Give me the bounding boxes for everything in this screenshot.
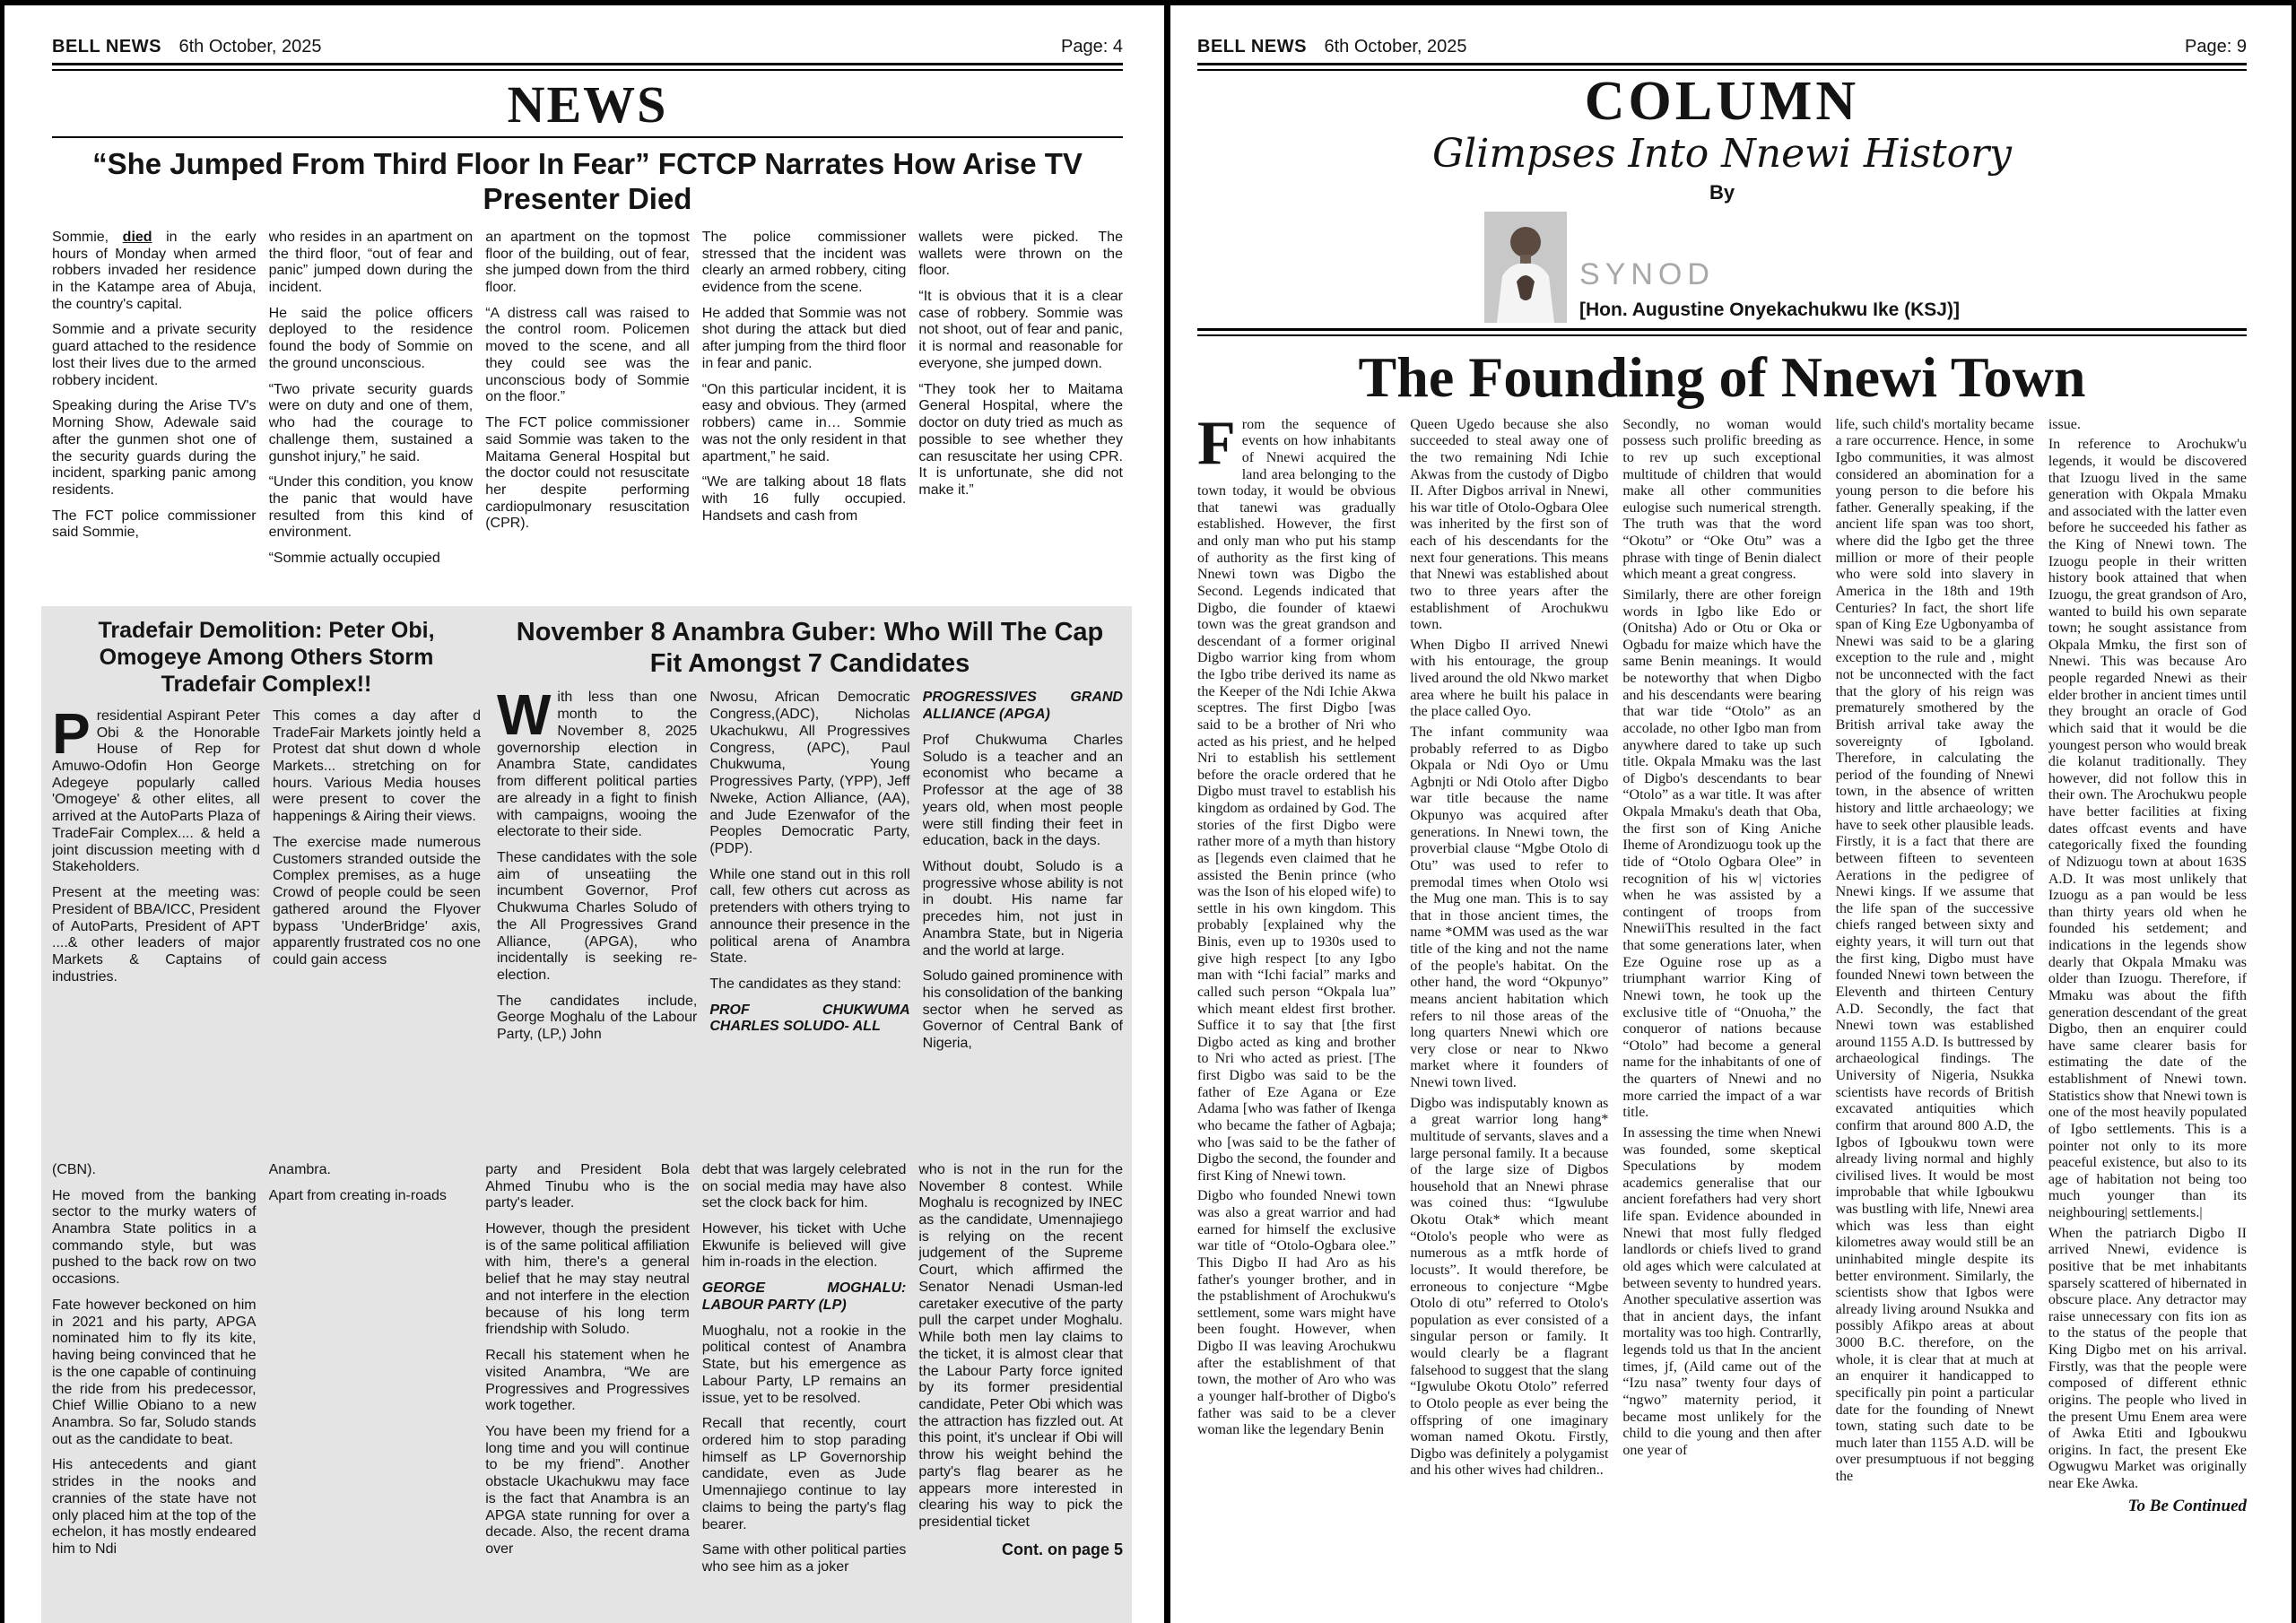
page-number: Page: 4 <box>1061 37 1123 56</box>
paragraph: The infant community waa probably referred to as Digbo Okpala or Ndi Oyo or Umu Agbnjti or Ndi Otolo after Digbo war title because the name Okpunyo was acquired after generations. In Nnewi town, the proverbial clause “Mgbe Otolo di Otu” was used to refer to premodal times when Otolo wsi the Mug one man. This is to say that in those ancient times, the name *OMM was used as the war title of the king and not the name of the people's habitat. On the other hand, the word “Okpunyo” means ancient habitation which refers to nil those areas of the long quarters Nnewi which ore very close or near to Nkwo market where it founders of Nnewi town lived. <box>1410 724 1609 1091</box>
paragraph: Queen Ugedo because she also succeeded to steal away one of the two remaining Ndi Ichie Akwas from the custody of Digbo II. After Digbos arrival in Nnewi, his war title of Otolo-Ogbara Olee was inherited by the first son of each of his descendants for the next four generations. This means that Nnewi was established about two to three years after the establishment of Arochukwu town. <box>1410 416 1609 633</box>
paragraph: “Under this condition, you know the panic that would have resulted from this kind of environment. <box>268 474 474 541</box>
paragraph: From the sequence of events on how inhabitants of Nnewi acquired the land area belonging to the town today, it would be obvious that tanewi was gradually established. However, the first and only man who put his stamp of authority as the first king of Nnewi town was Digbo the Second. Legends indicated that Digbo, die founder of ktaewi town was the great grandson and descendant of a former original Digbo warrior king from whom the Igbo tribe derived its name as the Keeper of the Ndi Ichie Akwa sceptres. The first Digbo [was said to be a brother of Nri who acted as his priest, and he helped Nri to establish his settlement before the oracle ordered that he Digbo must travel to establish his kingdom as ordained by God. The stories of the first Digbo were rather more of a myth than history as [legends even claimed that he assisted the Benin prince (who was the Ison of his eloped wife) to settle in his own kingdom. This probably [explained why the Binis, even up to 1930s used to give high respect [to any Igbo man with “Ichi facial” marks and called such person “Okpala lua” which meant eldest first brother. Suffice it to say that [the first Digbo acted as king and brother to Nri who acted as priest. [The first Digbo was said to be the father of Eze Agana or Eze Adama [who was father of Ikenga who became the father of Agbaja; who [was said to be the father of Digbo the second, the founder and first King of Nnewi town. <box>1197 416 1396 1184</box>
paragraph: In assessing the time when Nnewi was founded, some skeptical Speculations by modem academics generalise that our ancient forefathers had very short life span. Evidence abounded in Nnewi that most fully fledged landlords or chiefs lived to grand old ages which were calculated at between seventy to hundred years. Another speculative assertion was that in ancient days, the infant mortality was too high. Contrarlly, legends told us that In the ancient times, jf, (Aild came out of the “Izu nasa” twenty four days of “ngwo” maternity period, it became most unlikely for the child to die young and then after one year of <box>1622 1124 1822 1458</box>
paragraph: To Be Continued <box>2127 1496 2248 1515</box>
column-article-body <box>1197 417 2247 1623</box>
header-rule <box>1197 63 2247 71</box>
article-column <box>1836 417 2034 1623</box>
article-column <box>52 708 260 1155</box>
paragraph: (CBN). <box>52 1161 96 1177</box>
article-column <box>918 1162 1123 1623</box>
column-subtitle: Glimpses Into Nnewi History <box>1432 131 2012 178</box>
anambra-headline: November 8 Anambra Guber: Who Will The Cap Fit Amongst 7 Candidates <box>516 617 1104 678</box>
paragraph: Speaking during the Arise TV's Morning Show, Adewale said after the gunmen shot one of the security guards during the incident, sparking panic among residents. <box>52 398 257 498</box>
paragraph: Recall his statement when he visited Anambra, “We are Progressives and Progressives work together. <box>485 1348 690 1414</box>
sub-articles-row <box>52 613 1123 1155</box>
author-block <box>1197 208 2247 323</box>
author-name: [Hon. Augustine Onyekachukwu Ike (KSJ)] <box>1579 299 1960 321</box>
column-article-headline: The Founding of Nnewi Town <box>1358 345 2086 410</box>
article-column <box>923 690 1123 1136</box>
paragraph: GEORGE MOGHALU: LABOUR PARTY (LP) <box>701 1280 907 1313</box>
paragraph: These candidates with the sole aim of unseatiing the incumbent Governor, Prof Chukwuma Charles Soludo of the All Progressives Grand Alliance, (APGA), who incidentally is seeking re-election. <box>497 849 698 983</box>
paragraph: “Sommie actually occupied <box>268 551 440 567</box>
issue-date: 6th October, 2025 <box>178 37 322 56</box>
page-4 <box>0 5 1164 1623</box>
paragraph: Presidential Aspirant Peter Obi & the Honorable House of Rep for Amuwo-Odofin Hon George Adegeye popularly called 'Omogeye' & other elites, all arrived at the AutoParts Plaza of TradeFair Complex.... & held a joint discussion meeting with d Stakeholders. <box>52 707 260 875</box>
paragraph: Recall that recently, court ordered him to stop parading himself as LP Governorship candidate, even as Jude Umennajiego continue to lay claims to being the party's flag bearer. <box>701 1416 907 1532</box>
paragraph: who is not in the run for the November 8 contest. While Moghalu is recognized by INEC as the candidate, Umennajiego is relying on the recent judgement of the Supreme Court, which affirmed the Senator Nenadi Usman-led caretaker executive of the party pull the carpet under Moghalu. While both men lay claims to the ticket, it is almost clear that the Labour Party force ignited by its former presidential candidate, Peter Obi which was the attraction has fizzled out. At this point, it's unclear if Obi will throw his weight behind the party's flag bearer as he appears more interested in clearing his way to pick the presidential ticket <box>918 1161 1123 1530</box>
article-column <box>269 230 474 601</box>
tradefair-article <box>52 613 481 1155</box>
paragraph: Fate however beckoned on him in 2021 and his party, APGA nominated him to fly its kite, having being convinced that he is the one capable of continuing the ride from his predecessor, Chief Willie Obiano to a new Anambra. So far, Soludo stands out as the candidate to beat. <box>52 1297 257 1447</box>
columnist-photo <box>1484 212 1567 323</box>
lead-headline: “She Jumped From Third Floor In Fear” FCTCP Narrates How Arise TV Presenter Died <box>92 147 1083 215</box>
paragraph: The exercise made numerous Customers stranded outside the Complex premises, as a huge Crowd of people could be seen gathered around the Flyover bypass 'UnderBridge' axis, apparently frustrated cos no one could gain access <box>273 834 481 968</box>
issue-date: 6th October, 2025 <box>1324 37 1467 56</box>
paragraph: He moved from the banking sector to the murky waters of Anambra State politics in a commando style, but was pushed to the back row on two occasions. <box>52 1187 257 1288</box>
paragraph: “A distress call was raised to the control room. Policemen moved to the scene, and all they could see was the unconscious body of Sommie on the floor.” <box>485 305 690 405</box>
paragraph: You have been my friend for a long time and you will continue to be my friend”. Another obstacle Ukachukwu may face is the fact that Anambra is an APGA state running for over a decade. Also, the recent drama over <box>485 1423 690 1557</box>
paragraph: He added that Sommie was not shot during the attack but died after jumping from the third floor in fear and panic. <box>701 305 907 371</box>
article-column <box>702 1162 907 1623</box>
paragraph: “We are talking about 18 flats with 16 fully occupied. Handsets and cash from <box>701 474 907 524</box>
paragraph: Muoghalu, not a rookie in the political contest of Anambra State, but his emergence as Labour Party, LP remains an issue, yet to be resolved. <box>701 1323 907 1406</box>
page-fold-divider <box>1164 5 1170 1623</box>
paragraph: party and President Bola Ahmed Tinubu who is the party's leader. <box>485 1161 690 1211</box>
paragraph: The FCT police commissioner said Sommie, <box>52 508 257 541</box>
masthead-left <box>1197 37 1467 57</box>
continuation-columns <box>52 1162 1123 1623</box>
masthead-left <box>52 37 322 57</box>
article-column <box>1622 417 1821 1623</box>
brand-name: BELL NEWS <box>52 37 161 56</box>
paragraph: Sommie and a private security guard attached to the residence lost their lives due to the armed robbery incident. <box>52 322 257 388</box>
paragraph: “It is obvious that it is a clear case of robbery. Sommie was not shoot, out of fear and panic, it is normal and reasonable for everyone, she jumped down. <box>918 289 1123 371</box>
paragraph: The candidates include, George Moghalu of the Labour Party, (LP,) John <box>497 993 698 1043</box>
paragraph: Anambra. <box>268 1161 331 1177</box>
author-alias: SYNOD <box>1579 257 1715 292</box>
paragraph: “Two private security guards were on duty and one of them, who had the courage to challenge them, sustained a gunshot injury,” he said. <box>268 381 474 464</box>
paragraph: While one stand out in this roll call, few others cut across as pretenders with others trying to announce their presence in the political arena of Anambra State. <box>709 866 910 967</box>
article-column <box>918 230 1123 601</box>
paragraph: Prof Chukwuma Charles Soludo is a teacher and an economist who became a Professor at the age of 38 years old, when most people were still finding their feet in education, back in the days. <box>922 732 1123 849</box>
person-silhouette-icon <box>1484 212 1567 323</box>
paragraph: He said the police officers deployed to the residence found the body of Sommie on the ground unconscious. <box>268 305 474 371</box>
paragraph: However, his ticket with Uche Ekwunife is believed will give him in-roads in the election. <box>701 1221 907 1271</box>
paragraph: Apart from creating in-roads <box>268 1187 447 1203</box>
article-column <box>269 1162 474 1623</box>
paragraph: an apartment on the topmost floor of the building, out of fear, she jumped down from the third floor. <box>485 229 690 296</box>
paragraph: Without doubt, Soludo is a progressive whose ability is not in doubt. His name far precedes him, not just in Anambra State, but in Nigeria and the world at large. <box>922 858 1123 959</box>
paragraph: Same with other political parties who see him as a joker <box>701 1542 907 1575</box>
paragraph: PROGRESSIVES GRAND ALLIANCE (APGA) <box>922 690 1123 723</box>
paragraph: When Digbo II arrived Nnewi with his entourage, the group lived around the old Nkwo market area where he built his palace in the place called Oyo. <box>1410 637 1609 720</box>
paragraph: Soludo gained prominence with his consolidation of the banking sector when he served as Governor of Central Bank of Nigeria, <box>922 968 1123 1052</box>
tradefair-headline: Tradefair Demolition: Peter Obi, Omogeye Among Others Storm Tradefair Complex!! <box>98 617 435 697</box>
paragraph: In reference to Arochukw'u legends, it would be discovered that Izuogu lived in the same generation with Okpala Mmaku and associated with the latter even before he succeeded his father as the King of Nnewi town. The Izuogu people in their written history book attained that when Izuogu, the great grandson of Aro, wanted to build his own separate town; he sought assistance from Okpala Mmku, the first son of Nnewi. This was because Aro people regarded Nnewi as their elder brother in ancient times until they brought an oracle of God which said that it would be die youngest person who would break die kolanut traditionally. They however, did not follow this in their own. The Arochukwu people have better facilities at fixing dates offcast events and have categorically fixed the founding of Ndizuogu town at about 163S A.D. It was most unlikely that Izuogu as a pan would be less than thirty years old when he founded his setdement; and indications in the legends show dearly that Okpala Mmaku was older than Izuogu. Therefore, if Mmaku was about the fifth generation descendant of the great Digbo, then an enquirer could have same clearer basis for estimating the date of the establishment of Nnewi town. Statistics show that Nnewi town is one of the most heavily populated of Igbo settlements. This is a pointer not only to its more peaceful existence, but also to its age of habitation not being too much younger than its neighbouring| settlements.| <box>2048 437 2248 1221</box>
by-label: By <box>1709 181 1735 204</box>
paragraph: The police commissioner stressed that the incident was clearly an armed robbery, citing evidence from the scene. <box>701 229 907 296</box>
brand-name: BELL NEWS <box>1197 37 1307 56</box>
masthead-rule <box>1197 328 2247 336</box>
dropcap: W <box>497 690 552 748</box>
paragraph: PROF CHUKWUMA CHARLES SOLUDO- ALL <box>709 1002 910 1035</box>
article-column <box>709 690 909 1136</box>
paragraph: Similarly, there are other foreign words in Igbo like Edo or (Onitsha) Ado or Otu or Oka or Ogbadu for maize which have the same Benin meanings. It would be noteworthy that when Digbo and his descendants were bearing that war tide “Otolo” as an accolade, no other Igbo man from anywhere dared to take up such title. Okpala Mmaku was the last of Digbo's descendants to bear “Otolo” as a war title. It was after Okpala Mmaku's death that Oba, the first son of King Aniche Iheme of Arondizuogu took up the tide of “Otolo Ogbara Olee” in recognition of his w| victories when he was assisted by a contingent of troops from NnewiiThis resulted in the fact that some generations later, when Eze Oguine rose up as a triumphant warrior King of Nnewi town, he took up the exclusive title of “Onuoha,” the conqueror of nations because “Otolo” had become a general name for the inhabitants of one of the quarters of Nnewi and no more carried the impact of a war title. <box>1622 586 1822 1121</box>
anambra-article <box>497 613 1123 1155</box>
article-column <box>497 690 697 1136</box>
paragraph: His antecedents and giant strides in the nooks and crannies of the state have not only placed him at the top of the echelon, it has mostly endeared him to Ndi <box>52 1457 257 1557</box>
paragraph: The FCT police commissioner said Sommie was taken to the Maitama General Hospital but the doctor could not resuscitate her despite performing cardiopulmonary resuscitation (CPR). <box>485 415 690 532</box>
paragraph: “On this particular incident, it is easy and obvious. They (armed robbers) came in… Sommie was not the only resident in that apartment,” he said. <box>701 381 907 464</box>
paragraph: life, such child's mortality became a rare occurrence. Hence, in some Igbo communities, it was almost considered an abomination for a young person to die before his father. Generally speaking, if the ancient life span was too short, where did the Igbo get the three million or more of their people who were sold into slavery in America in the 18th and 19th Centuries? In fact, the short life span of King Eze Ugbonyamba of Nnewi was said to be a glaring exception to the rule and , might not be unconnected with the fact that the glory of his reign was prematurely smothered by the British arrival take away the sovereignty of Igboland. Therefore, in calculating the period of the founding of Nnewi town, in the absence of written history and little archaeology; we have to seek other plausible leads. Firstly, it is a fact that there are between fifteen to seventeen Aerations in the pedigree of Nnewi kings. If we assume that the life span of the successive chiefs ranged between sixty and eighty years, it will turn out that the first king, Digbo must have founded Nnewi town between the Eleventh and thirteen Century A.D. Secondly, the fact that Nnewi town was established around 1155 A.D. Is buttressed by archaeological findings. The University of Nigeria, Nsukka scientists have records of British excavated antiquities which confirm that around 800 A.D, the Igbos of Igboukwu town were already living normal and highly civilised lives. It would be most improbable that while Igboukwu was bustling with life, Nnewi area which was less than eight kilometres away would still be an uninhabited mingle despite its better environment. Similarly, the scientists show that Igbos were already living around Nsukka and possibly Afikpo areas at about 3000 B.C. therefore, on the whole, it is clear that at much at an enquirer it handicapped to specifically pin point a particular date for the founding of Nnewt town, stating such date to be much later than 1155 A.D. will be over presumptuous if not begging the <box>1835 416 2034 1485</box>
article-column <box>702 230 907 601</box>
column-title: COLUMN <box>1584 71 1860 132</box>
paragraph: Secondly, no woman would possess such prolific breeding as to rev up such exceptional multitude of children that would make all other communities eulogise such numerical strength. The truth was that the word “Okotu” or “Oke Otu” was a phrase with tinge of Benin dialect which meant a great congress. <box>1622 416 1822 583</box>
paragraph: Sommie, died in the early hours of Monday when armed robbers invaded her residence in the Katampe area of Abuja, the country's capital. <box>52 229 257 312</box>
article-column <box>485 1162 690 1623</box>
header-rule <box>52 63 1123 71</box>
section-title: NEWS <box>507 75 668 134</box>
emphasized-word: died <box>122 229 152 245</box>
column-masthead <box>1197 73 2247 323</box>
lead-article <box>52 230 1123 601</box>
paragraph: With less than one month to the November 8, 2025 governorship election in Anambra State, candidates from different political parties are already in a fight to finish with campaigns, wooing the electorate to their side. <box>497 690 698 840</box>
paragraph: who resides in an apartment on the third floor, “out of fear and panic” jumped down during the incident. <box>268 229 474 296</box>
paragraph: Present at the meeting was: President of BBA/ICC, President of AutoParts, President of APT ....& other leaders of major Markets & Captains of industries. <box>52 885 260 985</box>
author-names <box>1579 257 1960 323</box>
paragraph: wallets were picked. The wallets were thrown on the floor. <box>918 229 1123 279</box>
paragraph: However, though the president is of the same political affiliation with him, there's a general belief that he may stay neutral and not interfere in the election because of his long term friendship with Soludo. <box>485 1221 690 1338</box>
article-column <box>1410 417 1608 1623</box>
page-9 <box>1170 5 2296 1623</box>
page-header <box>1197 18 2247 57</box>
continued-on-page-label: Cont. on page 5 <box>1001 1540 1123 1558</box>
article-column <box>485 230 690 601</box>
dropcap: P <box>52 707 91 766</box>
paragraph: issue. <box>2048 416 2081 432</box>
article-column <box>52 1162 257 1623</box>
paragraph: When the patriarch Digbo II arrived Nnewi, evidence is positive that be met inhabitants sparsely scattered of hibernated in obscure place. Any detractor may raise unnecessary con fits ion as to the status of the people that King Digbo met on his arrival. Firstly, was that the people were composed of different ethnic origins. The people who lived in the present Umu Enem area were of Awka Etiti and Igboukwu origins. In fact, the present Eke Ogwugwu Market was originally near Eke Awka. <box>2048 1225 2248 1492</box>
paragraph: Nwosu, African Democratic Congress,(ADC), Nicholas Ukachukwu, All Progressives Congress, (APC), Paul Chukwuma, Young Progressives Party, (YPP), Jeff Nweke, Action Alliance, (AA), and Jude Ezenwafor of the Peoples Democratic Party, (PDP). <box>709 690 910 856</box>
paragraph: debt that was largely celebrated on social media may have also set the clock back for him. <box>701 1161 907 1211</box>
page-header <box>52 18 1123 57</box>
dropcap: F <box>1197 416 1236 478</box>
paragraph: Digbo was indisputably known as a great warrior long hang* multitude of servants, slaves and a large personal family. It a because of the large size of Digbos household that an Nnewi phrase was coined thus: “Igwulube Okotu Otak* which meant “Otolo's people who were as numerous as a mtfk horde of locusts”. It would therefore, be erroneous to conjecture “Mgbe Otolo di otu” referred to Otolo's population as ever consisted of a singular person or family. It would clearly be a flagrant falsehood to suggest that the slang “Igwulube Okotu Otolo” referred to Otolo people as ever being the offspring of one imaginary woman named Okotu. Firstly, Digbo was definitely a polygamist and his other wives had children.. <box>1410 1095 1609 1479</box>
article-column <box>273 708 481 1155</box>
paragraph: “They took her to Maitama General Hospital, where the doctor on duty tried as much as possible to see whether they can resuscitate her using CPR. It is unfortunate, she did not make it.” <box>918 381 1123 498</box>
paragraph: This comes a day after d TradeFair Markets jointly held a Protest dat shut down d whole Markets... stretching on for hours. Various Media houses were present to cover the happenings & Airing their views. <box>273 707 481 825</box>
paragraph: Digbo who founded Nnewi town was also a great warrior and had earned for himself the exclusive war title of “Otolo-Ogbara olee.” This Digbo II had Aro as his father's younger brother, and in the pstablishment of Arochukwu's settlement, some wars might have been fought. However, when Digbo II was leaving Arochukwu after the establishment of that town, the mother of Aro who was a younger half-brother of Digbo's father was said to be a clever woman like the legendary Benin <box>1197 1188 1396 1438</box>
article-column <box>2048 417 2247 1623</box>
page-number: Page: 9 <box>2185 37 2247 56</box>
article-column <box>1197 417 1396 1623</box>
section-rule <box>52 136 1123 138</box>
paragraph: The candidates as they stand: <box>709 976 901 992</box>
gray-panel <box>41 606 1132 1623</box>
article-column <box>52 230 257 601</box>
